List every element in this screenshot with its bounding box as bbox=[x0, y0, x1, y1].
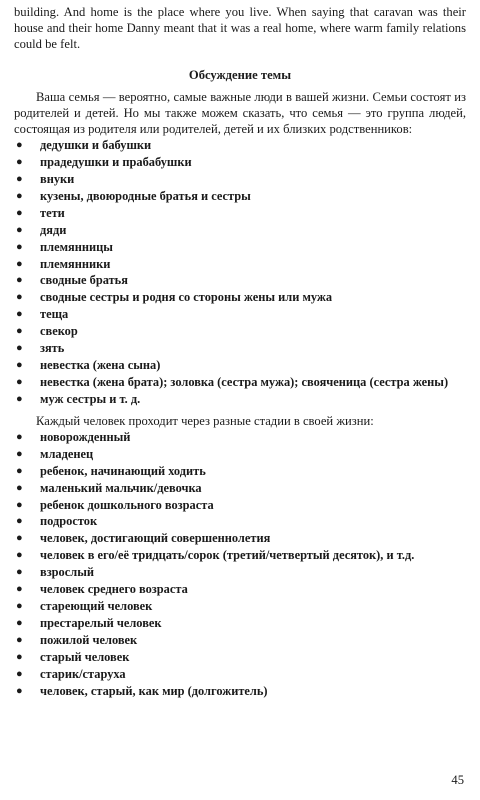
bullet-icon: ● bbox=[16, 240, 23, 253]
life-stage-list-item bbox=[14, 649, 466, 666]
bullet-icon: ● bbox=[16, 667, 23, 680]
list-item-text: старик/старуха bbox=[40, 666, 126, 681]
bullet-icon: ● bbox=[16, 189, 23, 202]
list-item-text: невестка (жена брата); золовка (сестра мужа); свояченица (сестра жены) bbox=[40, 374, 449, 389]
relative-list-item bbox=[14, 205, 466, 222]
list-item-text: сводные братья bbox=[40, 273, 128, 288]
list-item-text: взрослый bbox=[40, 565, 95, 580]
list-item-text: кузены, двоюродные братья и сестры bbox=[40, 188, 251, 203]
bullet-icon: ● bbox=[16, 156, 23, 169]
section-title: Обсуждение темы bbox=[188, 67, 292, 82]
bullet-icon: ● bbox=[16, 481, 23, 494]
bullet-icon: ● bbox=[16, 206, 23, 219]
life-stage-list-item bbox=[14, 530, 466, 547]
list-item-text: сводные сестры и родня со стороны жены или мужа bbox=[40, 290, 333, 305]
list-item-text: человек, достигающий совершеннолетия bbox=[40, 531, 271, 546]
bullet-icon: ● bbox=[16, 583, 23, 596]
relative-list-item bbox=[14, 272, 466, 289]
life-stage-list-item bbox=[14, 666, 466, 683]
life-stage-list-item bbox=[14, 497, 466, 514]
life-stage-list-item bbox=[14, 598, 466, 615]
bullet-icon: ● bbox=[16, 291, 23, 304]
bullet-icon: ● bbox=[16, 549, 23, 562]
list-item-text: младенец bbox=[40, 446, 94, 461]
relative-list-item bbox=[14, 188, 466, 205]
relative-list-item bbox=[14, 222, 466, 239]
bullet-icon: ● bbox=[16, 566, 23, 579]
bullet-icon: ● bbox=[16, 498, 23, 511]
relatives-list bbox=[14, 137, 466, 408]
relative-list-item bbox=[14, 374, 466, 391]
list-item-text: свекор bbox=[40, 324, 78, 339]
bullet-icon: ● bbox=[16, 599, 23, 612]
list-item-text: ребенок дошкольного возраста bbox=[40, 497, 214, 512]
life-stage-list-item bbox=[14, 683, 466, 700]
life-stage-list-item bbox=[14, 513, 466, 530]
list-item-text: невестка (жена сына) bbox=[40, 358, 161, 372]
life-stage-list-item bbox=[14, 429, 466, 446]
life-stage-list-item bbox=[14, 480, 466, 497]
list-item-text: племянницы bbox=[40, 239, 113, 254]
life-stage-list-item bbox=[14, 547, 466, 564]
life-stage-list-item bbox=[14, 463, 466, 480]
list-item-text: племянники bbox=[40, 256, 111, 271]
bullet-icon: ● bbox=[16, 223, 23, 236]
list-item-text: старый человек bbox=[40, 649, 130, 664]
bullet-icon: ● bbox=[16, 684, 23, 697]
list-item-text: дяди bbox=[40, 222, 67, 237]
bullet-icon: ● bbox=[16, 532, 23, 545]
bullet-icon: ● bbox=[16, 464, 23, 477]
relative-list-item bbox=[14, 357, 466, 374]
page-number: 45 bbox=[451, 773, 464, 787]
life-stages-list bbox=[14, 429, 466, 700]
list-item-text: подросток bbox=[40, 514, 98, 529]
list-item-text: маленький мальчик/девочка bbox=[40, 480, 202, 495]
relative-list-item bbox=[14, 137, 466, 154]
relative-list-item bbox=[14, 239, 466, 256]
bullet-icon: ● bbox=[16, 173, 23, 186]
relative-list-item bbox=[14, 323, 466, 340]
bullet-icon: ● bbox=[16, 308, 23, 321]
relative-list-item bbox=[14, 306, 466, 323]
bullet-icon: ● bbox=[16, 139, 23, 152]
bullet-icon: ● bbox=[16, 375, 23, 388]
list-item-text: престарелый человек bbox=[40, 615, 162, 630]
bullet-icon: ● bbox=[16, 392, 23, 405]
relative-list-item bbox=[14, 154, 466, 171]
list-item-text: дедушки и бабушки bbox=[40, 138, 152, 153]
list-item-text: ребенок, начинающий ходить bbox=[40, 463, 206, 478]
list-item-text: человек, старый, как мир (долгожитель) bbox=[40, 683, 268, 698]
list-item-text: прадедушки и прабабушки bbox=[40, 155, 192, 170]
relative-list-item bbox=[14, 256, 466, 273]
relative-list-item bbox=[14, 171, 466, 188]
bullet-icon: ● bbox=[16, 515, 23, 528]
bullet-icon: ● bbox=[16, 430, 23, 443]
bullet-icon: ● bbox=[16, 616, 23, 629]
relative-list-item bbox=[14, 340, 466, 357]
bullet-icon: ● bbox=[16, 359, 23, 371]
life-stage-list-item bbox=[14, 632, 466, 649]
bullet-icon: ● bbox=[16, 447, 23, 460]
list-item-text: пожилой человек bbox=[40, 632, 138, 647]
life-stage-list-item bbox=[14, 581, 466, 598]
list-item-text: человек в его/её тридцать/сорок (третий/четвертый десяток), и т.д. bbox=[40, 548, 415, 563]
bullet-icon: ● bbox=[16, 274, 23, 287]
relative-list-item bbox=[14, 289, 466, 306]
list-item-text: муж сестры и т. д. bbox=[40, 391, 141, 406]
list-item-text: стареющий человек bbox=[40, 598, 153, 613]
life-stage-list-item bbox=[14, 446, 466, 463]
life-stage-list-item bbox=[14, 564, 466, 581]
life-stage-list-item bbox=[14, 615, 466, 632]
bullet-icon: ● bbox=[16, 650, 23, 663]
bullet-icon: ● bbox=[16, 325, 23, 338]
list-item-text: человек среднего возраста bbox=[40, 582, 188, 597]
life-stages-paragraph: Каждый человек проходит через разные стадии в своей жизни: bbox=[36, 413, 374, 428]
list-item-text: внуки bbox=[40, 172, 75, 187]
bullet-icon: ● bbox=[16, 257, 23, 270]
bullet-icon: ● bbox=[16, 633, 23, 646]
bullet-icon: ● bbox=[16, 342, 23, 355]
list-item-text: теща bbox=[40, 307, 69, 322]
intro-paragraph: building. And home is the place where you live. When saying that caravan was their house and their home Danny meant that it was a real home, where warm family relations could be felt. bbox=[14, 5, 466, 52]
family-paragraph: Ваша семья — вероятно, самые важные люди в вашей жизни. Семьи состоят из родителей и детей. Но мы также можем сказать, что семья — это группа людей, состоящая из родителя или родителей, детей и их близких родственников: bbox=[14, 89, 466, 137]
list-item-text: новорожденный bbox=[40, 429, 131, 444]
list-item-text: зять bbox=[40, 341, 65, 356]
relative-list-item bbox=[14, 391, 466, 408]
list-item-text: тети bbox=[40, 205, 65, 220]
